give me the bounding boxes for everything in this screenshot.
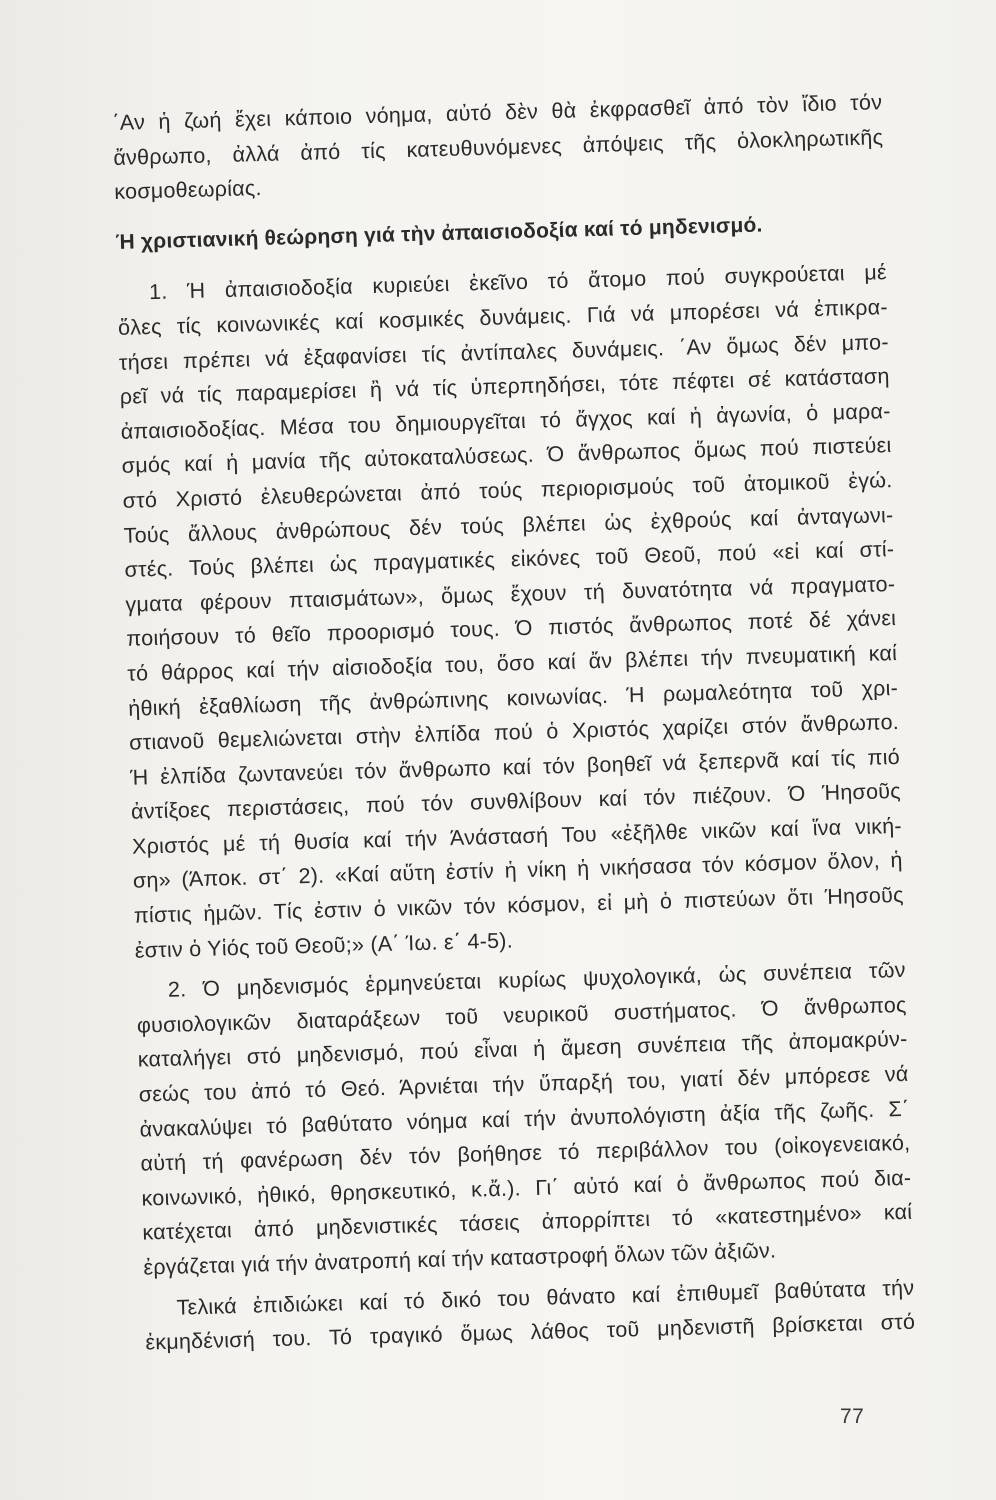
paragraph-line: σμός καί ἡ μανία τῆς αὐτοκαταλύσεως. Ό ἄνθρωπος ὅμως πού πιστεύει: [121, 433, 892, 479]
paragraph-line: ἠθική ἐξαθλίωση τῆς ἀνθρώπινης κοινωνίας. Ή ρωμαλεότητα τοῦ χρι-: [127, 675, 899, 721]
paragraph-line: Τούς ἄλλους ἀνθρώπους δέν τούς βλέπει ὡς ἐχθρούς καί ἀνταγωνι-: [123, 502, 894, 548]
paragraph-line: στιανοῦ θεμελιώνεται στὴν ἐλπίδα πού ὁ Χριστός χαρίζει στόν ἄνθρωπο.: [128, 710, 900, 755]
page-text: [112, 85, 916, 1360]
paragraph-line: τήσει πρέπει νά ἐξαφανίσει τίς ἀντίπαλες δυνάμεις. ΄Αν ὅμως δέν μπο-: [118, 329, 889, 375]
paragraph-line: αὐτή τή φανέρωση δέν τόν βοήθησε τό περιβάλλον του (οἰκογενειακό,: [140, 1131, 911, 1176]
paragraph-line: ση» (Άποκ. στ΄ 2). «Καί αὕτη ἐστίν ἡ νίκη ἡ νικήσασα τόν κόσμον ὅλον, ἡ: [132, 848, 904, 894]
paragraph-line: ἐργάζεται γιά τήν ἀνατροπή καί τήν καταστροφή ὅλων τῶν ἀξιῶν.: [143, 1238, 777, 1280]
paragraph-line: κοινωνικό, ἠθικό, θρησκευτικό, κ.ἄ.). Γι΄ αὐτό καί ὁ ἄνθρωπος πού δια-: [141, 1165, 912, 1211]
intro-line: ΄Αν ἡ ζωή ἔχει κάποιο νόημα, αὐτό δὲν θὰ ἐκφρασθεῖ ἀπό τὸν ἴδιο τόν: [112, 90, 883, 135]
page-number: 77: [840, 1405, 865, 1428]
paragraph-line: ἀπαισιοδοξίας. Μέσα του δημιουργεῖται τό ἄγχος καί ἡ ἀγωνία, ὁ μαρα-: [120, 398, 891, 444]
intro-line: κοσμοθεωρίας.: [114, 176, 263, 205]
paragraph-line: τό θάρρος καί τήν αἰσιοδοξία του, ὅσο καί ἄν βλέπει τήν πνευματική καί: [127, 640, 898, 686]
paragraph-line: ἐστιν ὁ Υἱός τοῦ Θεοῦ;» (Α΄ Ίω. ε΄ 4-5).: [134, 928, 514, 963]
paragraph-line: ἀντίξοες περιστάσεις, πού τόν συνθλίβουν καί τόν πιέζουν. Ό Ήησοῦς: [130, 779, 902, 825]
paragraph-line: καταλήγει στό μηδενισμό, πού εἶναι ἡ ἄμεση συνέπεια τῆς ἀπομακρύν-: [137, 1027, 908, 1073]
paragraph-line: 1. Ή ἀπαισιοδοξία κυριεύει ἐκεῖνο τό ἄτομο πού συγκρούεται μέ: [148, 260, 888, 305]
paragraph-line: πίστις ἡμῶν. Τίς ἐστιν ὁ νικῶν τόν κόσμον, εἰ μὴ ὁ πιστεύων ὅτι Ήησοῦς: [133, 882, 904, 928]
paragraph-line: ρεῖ νά τίς παραμερίσει ἢ νά τίς ὑπερπηδήσει, τότε πέφτει σέ κατάσταση: [119, 364, 890, 410]
paragraph-line: στό Χριστό ἐλευθερώνεται ἀπό τούς περιορισμούς τοῦ ἀτομικοῦ ἐγώ.: [122, 467, 893, 513]
paragraph-line: στές. Τούς βλέπει ὡς πραγματικές εἰκόνες τοῦ Θεοῦ, πού «εἰ καί στί-: [124, 537, 895, 582]
paragraph-line: κατέχεται ἀπό μηδενιστικές τάσεις ἀπορρίπτει τό «κατεστημένο» καί: [142, 1200, 913, 1245]
intro-line: ἄνθρωπο, ἀλλά ἀπό τίς κατευθυνόμενες ἀπόψεις τῆς ὁλοκληρωτικῆς: [113, 124, 884, 170]
section-heading: Ή χριστιανική θεώρηση γιά τὴν ἀπαισιοδοξία καί τό μηδενισμό.: [115, 213, 763, 254]
paragraph-line: Ή ἐλπίδα ζωντανεύει τόν ἄνθρωπο καί τόν βοηθεῖ νά ξεπερνᾶ καί τίς πιό: [129, 744, 901, 790]
paragraph-line: ἐκμηδένισή του. Τό τραγικό ὅμως λάθος τοῦ μηδενιστῆ βρίσκεται στό: [145, 1309, 916, 1355]
paragraph-line: ποιήσουν τό θεῖο προορισμό τους. Ό πιστός ἄνθρωπος ποτέ δέ χάνει: [126, 606, 897, 652]
paragraph-line: φυσιολογικῶν διαταράξεων τοῦ νευρικοῦ συστήματος. Ό ἄνθρωπος: [136, 992, 907, 1038]
paragraph-line: 2. Ό μηδενισμός ἑρμηνεύεται κυρίως ψυχολογικά, ὡς συνέπεια τῶν: [167, 958, 906, 1003]
paragraph-line: Τελικά ἐπιδιώκει καί τό δικό του θάνατο καί ἐπιθυμεῖ βαθύτατα τήν: [176, 1275, 915, 1320]
paragraph-line: ἀνακαλύψει τό βαθύτατο νόημα καί τήν ἀνυπολόγιστη ἀξία τῆς ζωῆς. Σ΄: [139, 1096, 910, 1142]
paragraph-line: σεώς του ἀπό τό Θεό. Άρνιέται τήν ὕπαρξή του, γιατί δέν μπόρεσε νά: [138, 1061, 909, 1107]
paragraph-line: γματα φέρουν πταισμάτων», ὅμως ἔχουν τή δυνατότητα νά πραγματο-: [125, 571, 896, 617]
paragraph-line: ὅλες τίς κοινωνικές καί κοσμικές δυνάμεις. Γιά νά μπορέσει νά ἐπικρα-: [117, 295, 889, 340]
paragraph-line: Χριστός μέ τή θυσία καί τήν Άνάστασή Του «ἐξῆλθε νικῶν καί ἵνα νική-: [131, 813, 903, 859]
